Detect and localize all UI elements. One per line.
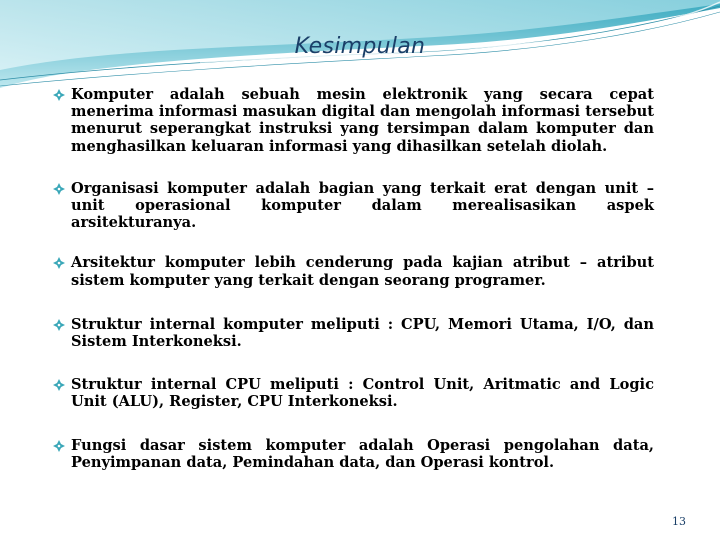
bullet-text: Fungsi dasar sistem komputer adalah Operasi pengolahan data, Penyimpanan data, Pemindahan data, dan Operasi kontrol.: [71, 436, 654, 471]
bullet-item: [52, 254, 654, 288]
diamond-bullet-icon: [52, 378, 66, 392]
diamond-bullet-icon: [52, 256, 66, 270]
bullet-item: [52, 437, 654, 471]
bullet-text: Organisasi komputer adalah bagian yang terkait erat dengan unit – unit operasional komputer dalam merealisasikan aspek arsitekturanya.: [71, 179, 654, 232]
bullet-item: [52, 86, 654, 155]
diamond-bullet-icon: [52, 88, 66, 102]
page-number: 13: [672, 515, 686, 528]
bullet-item: [52, 180, 654, 232]
bullet-text: Struktur internal komputer meliputi : CPU, Memori Utama, I/O, dan Sistem Interkoneksi.: [71, 315, 654, 351]
bullet-item: [52, 316, 654, 350]
slide-title: Kesimpulan: [294, 34, 426, 59]
diamond-bullet-icon: [52, 439, 66, 453]
bullet-list: [52, 86, 654, 471]
diamond-bullet-icon: [52, 182, 66, 196]
diamond-bullet-icon: [52, 318, 66, 332]
bullet-item: [52, 376, 654, 410]
bullet-text: Arsitektur komputer lebih cenderung pada kajian atribut – atribut sistem komputer yang terkait dengan seorang programer.: [71, 254, 654, 289]
bullet-text: Komputer adalah sebuah mesin elektronik yang secara cepat menerima informasi masukan digital dan mengolah informasi tersebut menurut seperangkat instruksi yang tersimpan dalam komputer dan menghasilkan keluaran informasi yang dihasilkan setelah diolah.: [71, 86, 654, 155]
bullet-text: Struktur internal CPU meliputi : Control Unit, Aritmatic and Logic Unit (ALU), Register, CPU Interkoneksi.: [71, 376, 654, 411]
